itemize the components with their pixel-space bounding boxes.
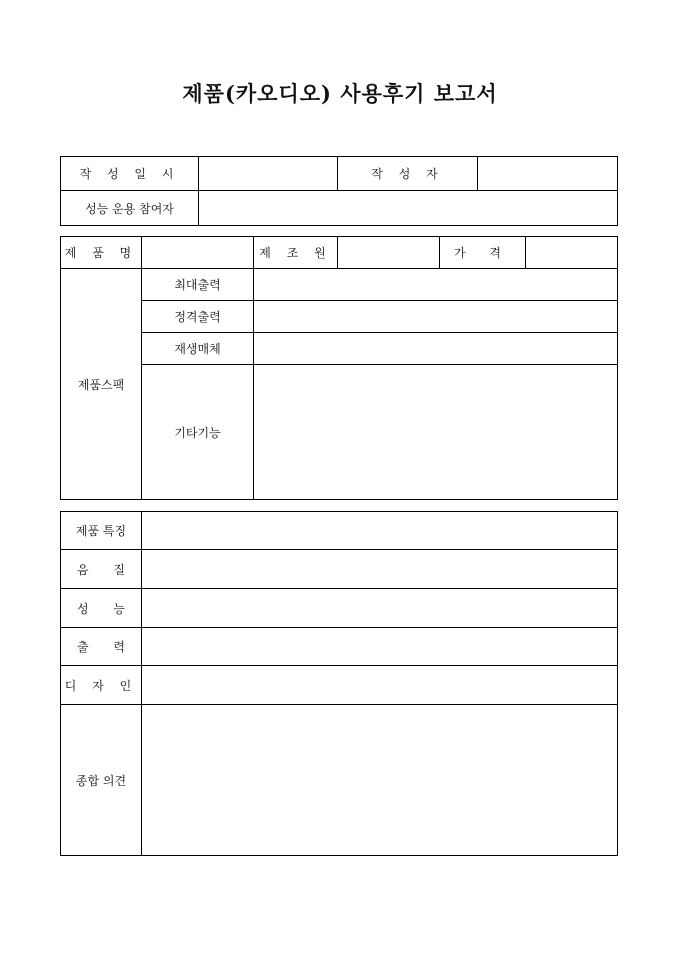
eval-features-label: 제품 특징 xyxy=(61,512,142,550)
product-name-label: 제 품 명 xyxy=(61,237,142,269)
spec-max-output-label: 최대출력 xyxy=(142,269,254,301)
author-table xyxy=(60,156,618,226)
eval-performance-field[interactable] xyxy=(142,589,618,628)
price-label: 가 격 xyxy=(440,237,526,269)
author-field[interactable] xyxy=(478,157,618,191)
spec-label: 제품스팩 xyxy=(61,269,142,500)
author-label: 작 성 자 xyxy=(338,157,478,191)
spec-max-output-field[interactable] xyxy=(254,269,618,301)
author-date-field[interactable] xyxy=(199,157,338,191)
document-title: 제품(카오디오) 사용후기 보고서 xyxy=(182,81,498,106)
spec-rated-output-field[interactable] xyxy=(254,301,618,333)
eval-sound-field[interactable] xyxy=(142,550,618,589)
participants-field[interactable] xyxy=(199,191,618,226)
eval-sound-label: 음 질 xyxy=(61,550,142,589)
eval-features-field[interactable] xyxy=(142,512,618,550)
eval-output-field[interactable] xyxy=(142,628,618,666)
price-field[interactable] xyxy=(526,237,618,269)
eval-overall-label: 종합 의견 xyxy=(61,705,142,856)
eval-design-label: 디 자 인 xyxy=(61,666,142,705)
spec-other-field[interactable] xyxy=(254,365,618,500)
eval-overall-field[interactable] xyxy=(142,705,618,856)
participants-label: 성능 운용 참여자 xyxy=(61,191,199,226)
eval-performance-label: 성 능 xyxy=(61,589,142,628)
product-table xyxy=(60,236,618,500)
product-name-field[interactable] xyxy=(142,237,254,269)
maker-label: 제 조 원 xyxy=(254,237,338,269)
author-date-label: 작 성 일 시 xyxy=(61,157,199,191)
evaluation-table xyxy=(60,511,618,856)
spec-media-label: 재생매체 xyxy=(142,333,254,365)
spec-rated-output-label: 정격출력 xyxy=(142,301,254,333)
maker-field[interactable] xyxy=(338,237,440,269)
spec-media-field[interactable] xyxy=(254,333,618,365)
eval-output-label: 출 력 xyxy=(61,628,142,666)
spec-other-label: 기타기능 xyxy=(142,365,254,500)
eval-design-field[interactable] xyxy=(142,666,618,705)
